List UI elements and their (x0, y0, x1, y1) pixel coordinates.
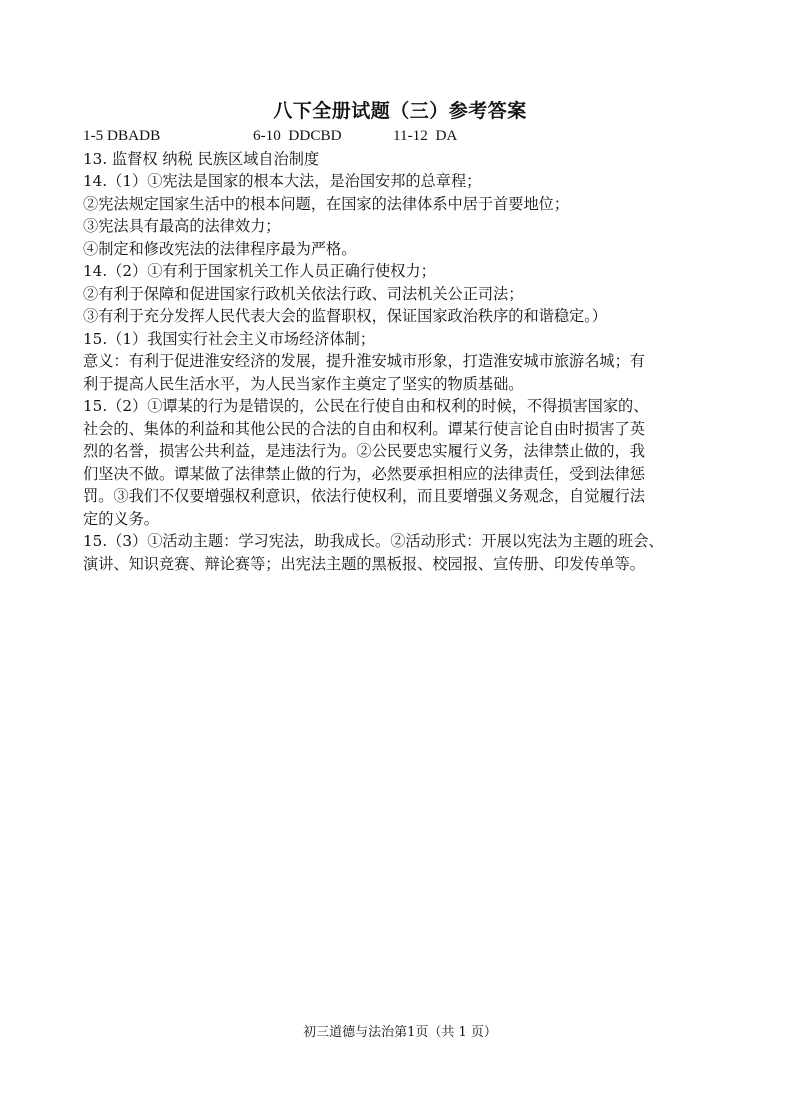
answer-14-1-point-2: ②宪法规定国家生活中的根本问题，在国家的法律体系中居于首要地位； (83, 194, 569, 213)
answer-15-2-line-4: 们坚决不做。谭某做了法律禁止做的行为，必然要承担相应的法律责任，受到法律惩 (83, 464, 645, 483)
answer-14-1-point-3: ③宪法具有最高的法律效力； (83, 217, 281, 235)
page-footer: 初三道德与法治第1页（共 1 页） (303, 1025, 497, 1040)
answer-14-1-point-4: ④制定和修改宪法的法律程序最为严格。 (83, 239, 357, 258)
mc-answers-1-5: 1-5 DBADB (83, 127, 161, 144)
answer-14-1-point-1: 14.（1）①宪法是国家的根本大法，是治国安邦的总章程； (83, 172, 482, 190)
page-title: 八下全册试题（三）参考答案 (273, 100, 527, 122)
answer-15-1-meaning-line-1: 意义：有利于促进淮安经济的发展，提升淮安城市形象，打造淮安城市旅游名城；有 (83, 352, 645, 370)
answer-15-2-line-2: 社会的、集体的利益和其他公民的合法的自由和权利。谭某行使言论自由时损害了英 (83, 419, 645, 438)
answer-15-2-line-5: 罚。③我们不仅要增强权利意识，依法行使权利，而且要增强义务观念，自觉履行法 (83, 487, 645, 505)
answer-15-2-line-3: 烈的名誉，损害公共利益，是违法行为。②公民要忠实履行义务，法律禁止做的，我 (83, 442, 645, 460)
answer-15-3-line-2: 演讲、知识竞赛、辩论赛等；出宪法主题的黑板报、校园报、宣传册、印发传单等。 (83, 554, 645, 573)
answer-14-2-point-1: 14.（2）①有利于国家机关工作人员正确行使权力； (83, 262, 436, 280)
answer-14-2-point-2: ②有利于保障和促进国家行政机关依法行政、司法机关公正司法； (83, 284, 524, 303)
answer-15-1-meaning-line-2: 利于提高人民生活水平，为人民当家作主奠定了坚实的物质基础。 (83, 374, 524, 393)
mc-answers-11-12: 11-12 DA (393, 127, 458, 144)
answer-15-1: 15.（1）我国实行社会主义市场经济体制； (83, 329, 376, 348)
answer-15-2-line-6: 定的义务。 (83, 509, 159, 528)
answer-15-2-line-1: 15.（2）①谭某的行为是错误的，公民在行使自由和权利的时候，不得损害国家的、 (83, 397, 649, 415)
answer-15-3-line-1: 15.（3）①活动主题：学习宪法，助我成长。②活动形式：开展以宪法为主题的班会、 (83, 532, 664, 550)
answer-14-2-point-3: ③有利于充分发挥人民代表大会的监督职权，保证国家政治秩序的和谐稳定。） (83, 307, 607, 325)
mc-answers-6-10: 6-10 DDCBD (253, 127, 342, 144)
answer-13: 13. 监督权 纳税 民族区域自治制度 (83, 149, 320, 168)
answer-content (83, 125, 723, 575)
multiple-choice-answers (83, 125, 723, 148)
